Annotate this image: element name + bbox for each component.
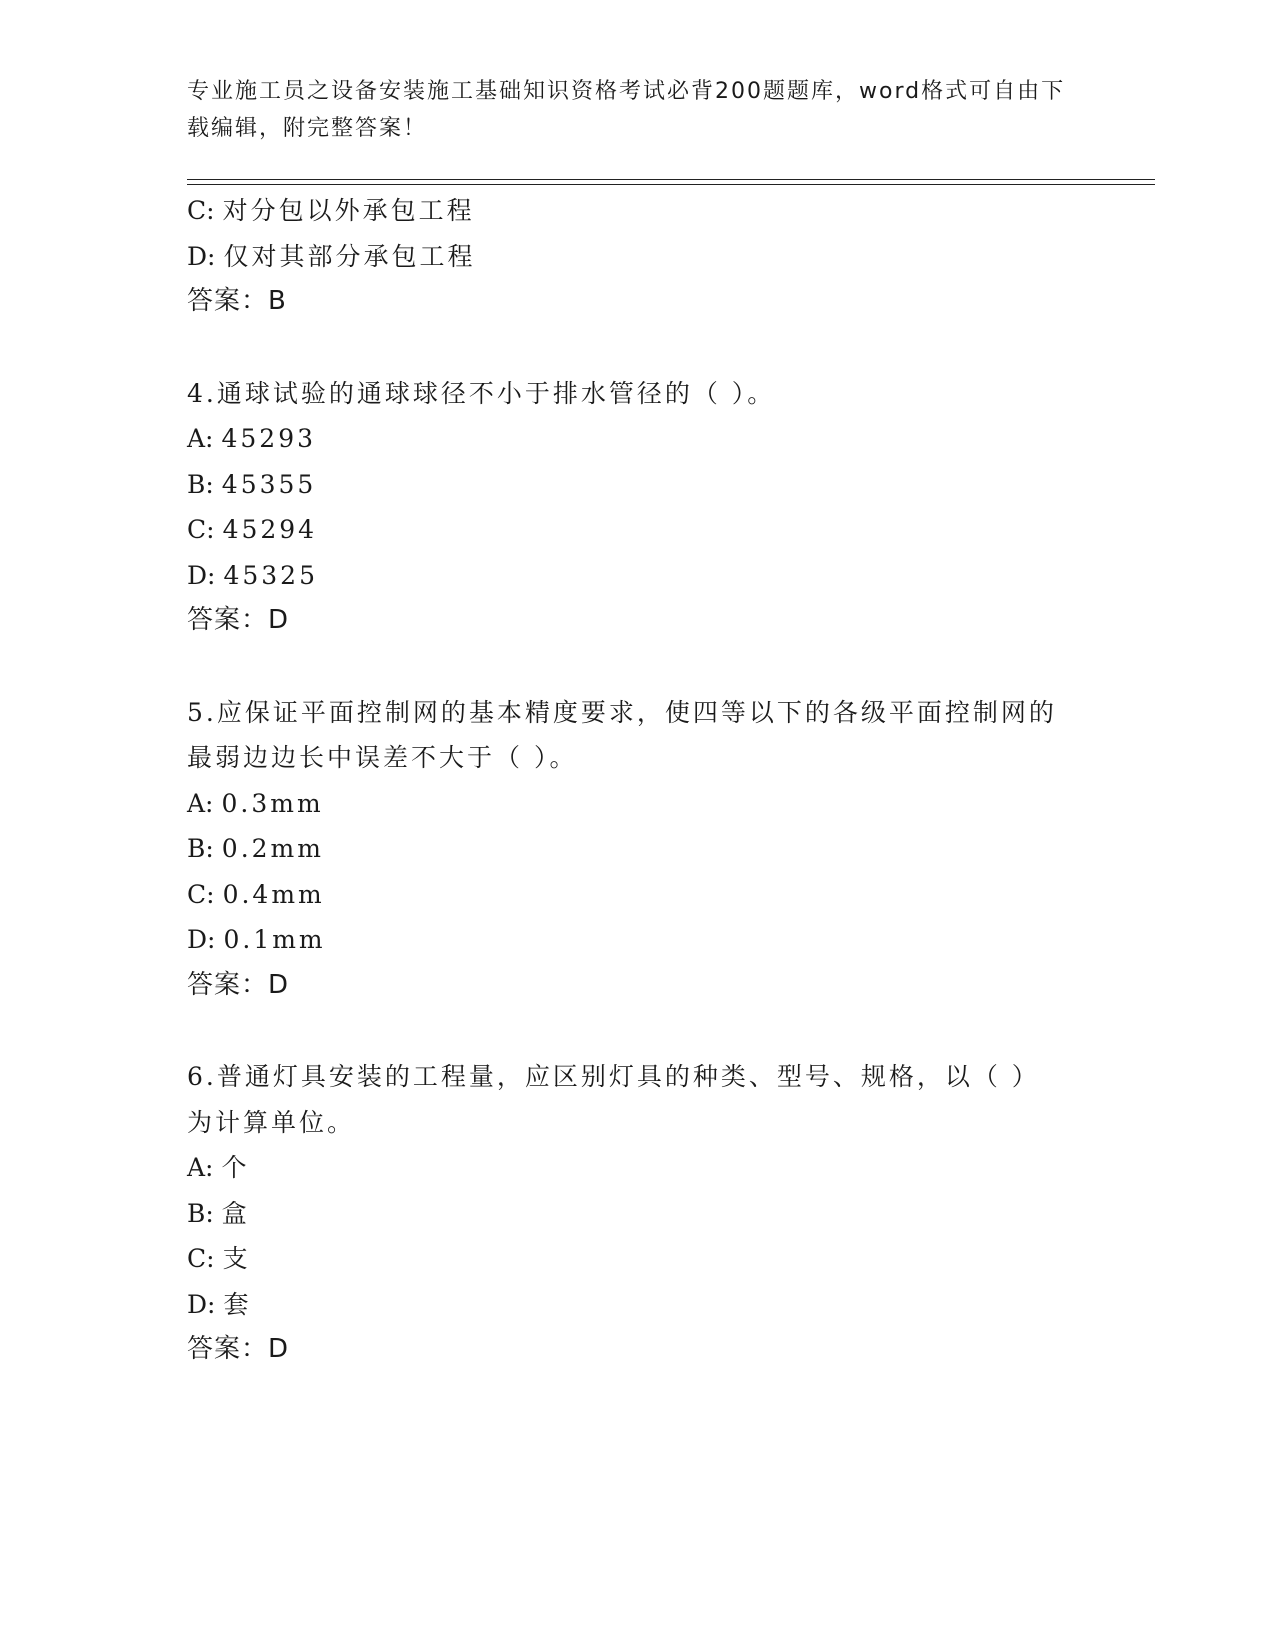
question-3-continued [187,188,1067,325]
option-text: 盒 [221,1198,250,1228]
option-letter: A: [187,1153,214,1182]
option-text: 0.3mm [221,788,324,818]
option-a [187,416,1067,462]
option-text: 45325 [223,560,318,590]
option-text: 45293 [221,424,317,453]
option-letter: B: [187,834,214,863]
answer-line: 答案：B [187,286,287,316]
question-5 [187,690,1067,1009]
option-text: 0.4mm [222,879,325,909]
header-rule-bottom [187,184,1155,185]
header-rule-top [187,179,1155,180]
option-letter: C: [187,515,215,544]
document-header: 专业施工员之设备安装施工基础知识资格考试必背200题题库，word格式可自由下载编辑，附完整答案！ [187,79,1066,141]
spacer [187,1008,1067,1054]
option-letter: C: [187,196,215,225]
option-letter: B: [187,469,214,499]
option-text: 个 [221,1153,250,1182]
option-a [187,1145,1067,1191]
option-a [187,781,1067,827]
option-d [187,234,1067,280]
spacer [187,325,1067,371]
option-text: 45294 [222,515,318,544]
question-text: 6.普通灯具安装的工程量，应区别灯具的种类、型号、规格，以（ ）为计算单位。 [187,1062,1040,1137]
answer-line: 答案：D [187,1334,290,1364]
question-6 [187,1054,1067,1373]
option-d [187,917,1067,963]
option-text: 仅对其部分承包工程 [223,241,476,271]
option-b [187,1191,1067,1237]
question-text: 4.通球试验的通球球径不小于排水管径的（ ）。 [187,378,776,408]
option-c [187,1236,1067,1282]
option-b [187,462,1067,508]
option-text: 支 [222,1244,251,1273]
option-letter: D: [187,1289,216,1319]
option-d [187,553,1067,599]
document-body [187,188,1067,1373]
option-d [187,1282,1067,1328]
option-text: 0.1mm [223,925,326,954]
option-text: 套 [223,1289,252,1319]
answer-line: 答案：D [187,969,290,1000]
option-text: 对分包以外承包工程 [222,196,475,225]
option-b [187,826,1067,872]
option-letter: C: [187,879,215,909]
question-4 [187,371,1067,644]
option-letter: D: [187,925,216,954]
option-text: 45355 [221,469,317,499]
option-letter: C: [187,1244,215,1273]
option-c [187,872,1067,918]
option-letter: D: [187,241,216,271]
answer-line: 答案：D [187,605,290,635]
option-letter: A: [187,788,214,818]
question-text: 5.应保证平面控制网的基本精度要求，使四等以下的各级平面控制网的最弱边边长中误差不大于（ ）。 [187,697,1057,772]
option-letter: A: [187,424,214,453]
option-text: 0.2mm [221,834,324,863]
option-letter: D: [187,560,216,590]
option-letter: B: [187,1198,214,1228]
spacer [187,644,1067,690]
option-c [187,507,1067,553]
option-c [187,188,1067,234]
